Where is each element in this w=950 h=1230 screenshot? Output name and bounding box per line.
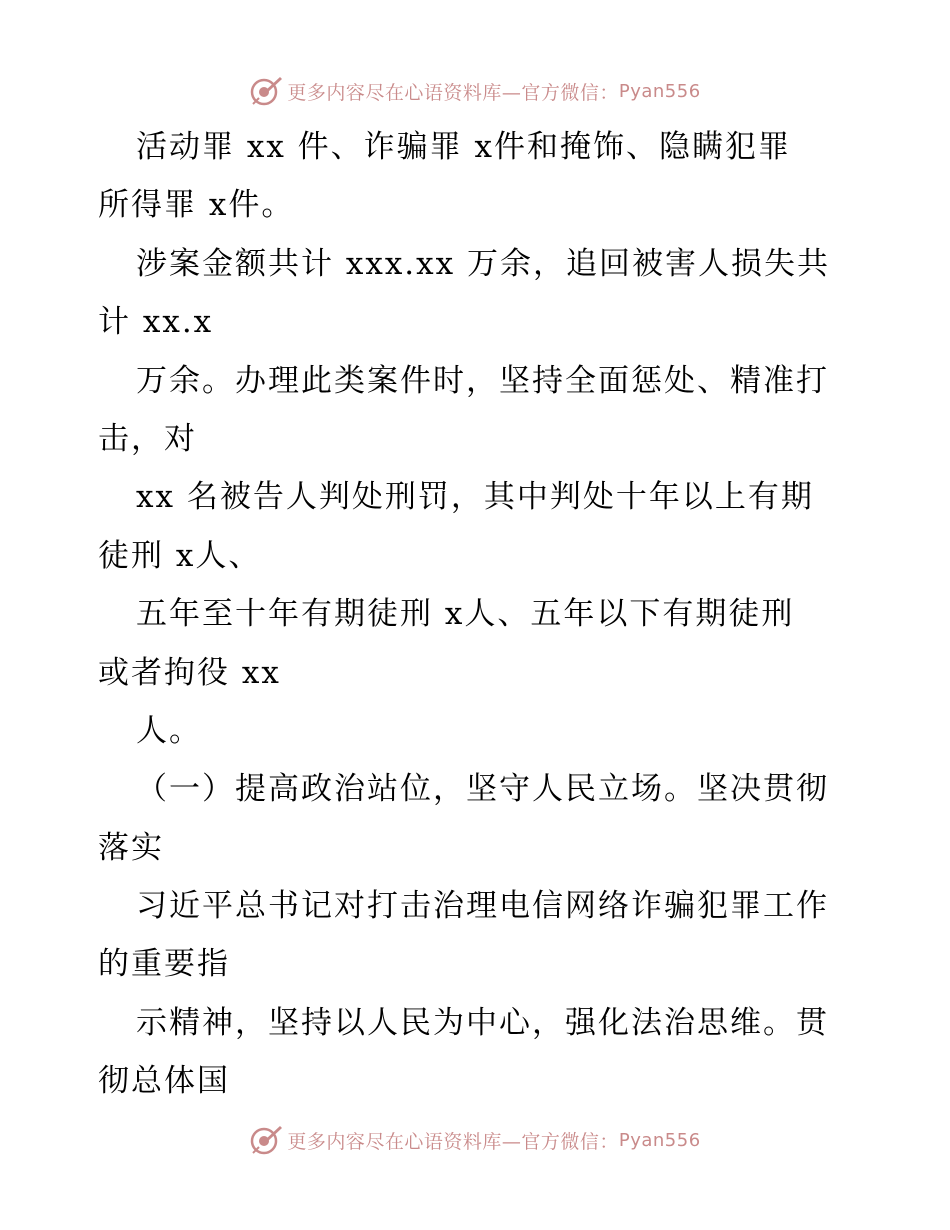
- text-line: 人。: [136, 712, 202, 749]
- text-line: 活动罪 xx 件、诈骗罪 x件和掩饰、隐瞒犯罪: [136, 129, 792, 165]
- text-line: 习近平总书记对打击治理电信网络诈骗犯罪工作: [136, 888, 829, 925]
- text-line: 涉案金额共计 xxx.xx 万余，追回被害人损失共: [136, 245, 830, 282]
- text-line: （一）提高政治站位，坚守人民立场。坚决贯彻: [136, 771, 829, 808]
- text-line: 或者拘役 xx: [98, 654, 281, 691]
- text-line: 五年至十年有期徒刑 x人、五年以下有期徒刑: [136, 596, 795, 633]
- text-line: 示精神，坚持以人民为中心，强化法治思维。贯: [136, 1004, 829, 1041]
- watermark-text: 更多内容尽在心语资料库—官方微信：: [287, 1130, 619, 1153]
- header-watermark: [0, 71, 950, 111]
- text-line: 所得罪 x件。: [98, 187, 295, 224]
- text-line: xx 名被告人判处刑罚，其中判处十年以上有期: [136, 479, 814, 516]
- pen-seal-logo-icon: [249, 74, 283, 108]
- pen-seal-logo-icon: [249, 1123, 283, 1157]
- watermark-text: 更多内容尽在心语资料库—官方微信：: [287, 81, 619, 104]
- watermark-handle: Pyan556: [618, 80, 701, 102]
- text-line: 彻总体国: [98, 1063, 230, 1100]
- text-line: 击，对: [98, 420, 197, 457]
- text-line: 计 xx.x: [98, 304, 214, 341]
- text-line: 的重要指: [98, 946, 230, 983]
- watermark-handle: Pyan556: [618, 1129, 701, 1151]
- footer-watermark: [0, 1120, 950, 1160]
- document-body: [98, 118, 858, 1111]
- text-line: 万余。办理此类案件时，坚持全面惩处、精准打: [136, 362, 829, 399]
- text-line: 徒刑 x人、: [98, 537, 262, 574]
- text-line: 落实: [98, 829, 164, 866]
